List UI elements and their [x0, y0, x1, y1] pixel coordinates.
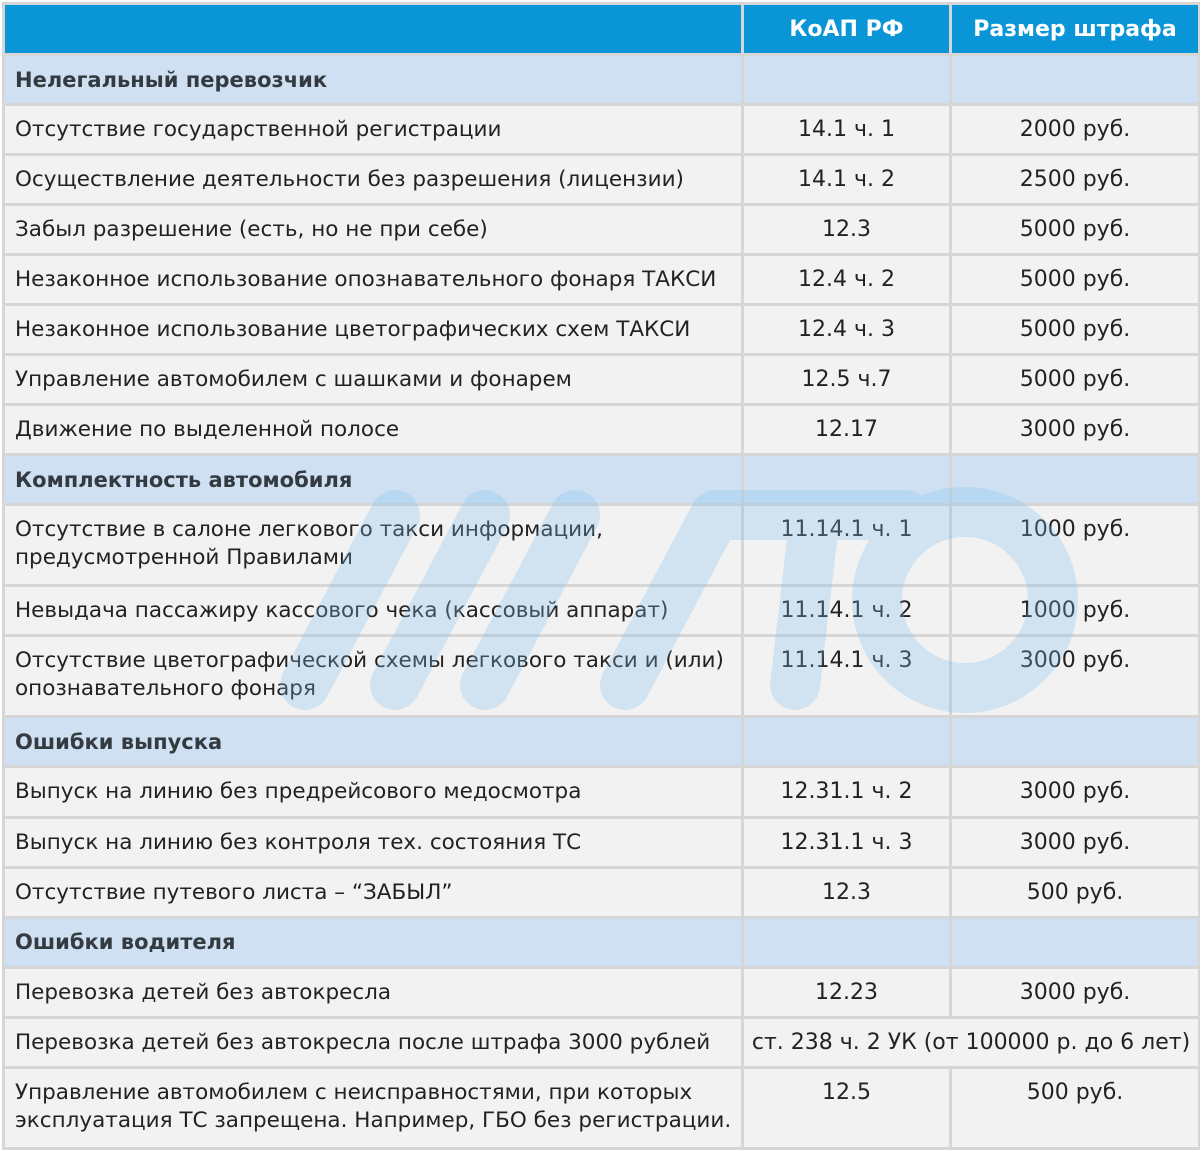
- fine-amount: 2500 руб.: [951, 155, 1200, 205]
- section-blank: [951, 917, 1200, 967]
- table-row: [4, 586, 1200, 636]
- section-blank: [743, 55, 951, 105]
- law-article: 11.14.1 ч. 1: [743, 505, 951, 586]
- law-article: 14.1 ч. 2: [743, 155, 951, 205]
- fine-amount: 1000 руб.: [951, 505, 1200, 586]
- law-article: 11.14.1 ч. 3: [743, 636, 951, 717]
- law-article: 12.4 ч. 2: [743, 255, 951, 305]
- violation-desc: Забыл разрешение (есть, но не при себе): [4, 205, 743, 255]
- table-row: [4, 355, 1200, 405]
- header-row: [4, 4, 1200, 55]
- fine-amount: 5000 руб.: [951, 355, 1200, 405]
- violation-desc: Отсутствие государственной регистрации: [4, 105, 743, 155]
- fine-amount: 5000 руб.: [951, 205, 1200, 255]
- violation-desc: Осуществление деятельности без разрешения (лицензии): [4, 155, 743, 205]
- fine-amount: 5000 руб.: [951, 255, 1200, 305]
- section-row: [4, 917, 1200, 967]
- violation-desc: Невыдача пассажиру кассового чека (кассовый аппарат): [4, 586, 743, 636]
- section-blank: [743, 455, 951, 505]
- law-article: 12.23: [743, 967, 951, 1017]
- section-row: [4, 455, 1200, 505]
- violation-desc: Управление автомобилем с неисправностями, при которых эксплуатация ТС запрещена. Например, ГБО без регистрации.: [4, 1067, 743, 1148]
- table-row: [4, 205, 1200, 255]
- section-label: Ошибки выпуска: [4, 717, 743, 767]
- violation-desc: Отсутствие путевого листа – “ЗАБЫЛ”: [4, 867, 743, 917]
- fine-amount: 3000 руб.: [951, 636, 1200, 717]
- fine-amount: 3000 руб.: [951, 967, 1200, 1017]
- fine-amount: 3000 руб.: [951, 405, 1200, 455]
- law-article: 12.31.1 ч. 3: [743, 817, 951, 867]
- header-law: КоАП РФ: [743, 4, 951, 55]
- table-row: [4, 767, 1200, 817]
- section-label: Нелегальный перевозчик: [4, 55, 743, 105]
- law-article: 11.14.1 ч. 2: [743, 586, 951, 636]
- section-row: [4, 717, 1200, 767]
- section-blank: [951, 55, 1200, 105]
- table-row: [4, 105, 1200, 155]
- fine-amount: 3000 руб.: [951, 817, 1200, 867]
- violation-desc: Выпуск на линию без контроля тех. состояния ТС: [4, 817, 743, 867]
- violation-desc: Перевозка детей без автокресла после штрафа 3000 рублей: [4, 1017, 743, 1067]
- violation-desc: Незаконное использование цветографических схем ТАКСИ: [4, 305, 743, 355]
- section-row: [4, 55, 1200, 105]
- table-row: [4, 305, 1200, 355]
- violation-desc: Отсутствие в салоне легкового такси информации, предусмотренной Правилами: [4, 505, 743, 586]
- violation-desc: Отсутствие цветографической схемы легкового такси и (или) опознавательного фонаря: [4, 636, 743, 717]
- table-row: [4, 505, 1200, 586]
- law-article: 12.3: [743, 205, 951, 255]
- violation-desc: Выпуск на линию без предрейсового медосмотра: [4, 767, 743, 817]
- table-row: [4, 405, 1200, 455]
- law-article: 12.5: [743, 1067, 951, 1148]
- section-blank: [951, 455, 1200, 505]
- law-article: ст. 238 ч. 2 УК (от 100000 р. до 6 лет): [743, 1017, 1200, 1067]
- fine-amount: 2000 руб.: [951, 105, 1200, 155]
- table-row: [4, 636, 1200, 717]
- section-blank: [743, 717, 951, 767]
- section-label: Комплектность автомобиля: [4, 455, 743, 505]
- section-blank: [951, 717, 1200, 767]
- table-row: [4, 1017, 1200, 1067]
- section-label: Ошибки водителя: [4, 917, 743, 967]
- law-article: 12.4 ч. 3: [743, 305, 951, 355]
- violation-desc: Перевозка детей без автокресла: [4, 967, 743, 1017]
- law-article: 12.31.1 ч. 2: [743, 767, 951, 817]
- fine-amount: 500 руб.: [951, 1067, 1200, 1148]
- fines-table: [2, 2, 1200, 1150]
- table-row: [4, 867, 1200, 917]
- violation-desc: Незаконное использование опознавательного фонаря ТАКСИ: [4, 255, 743, 305]
- table-row: [4, 255, 1200, 305]
- table-row: [4, 817, 1200, 867]
- table-body: [4, 55, 1200, 1149]
- violation-desc: Движение по выделенной полосе: [4, 405, 743, 455]
- law-article: 14.1 ч. 1: [743, 105, 951, 155]
- section-blank: [743, 917, 951, 967]
- law-article: 12.5 ч.7: [743, 355, 951, 405]
- fine-amount: 5000 руб.: [951, 305, 1200, 355]
- fine-amount: 3000 руб.: [951, 767, 1200, 817]
- fine-amount: 500 руб.: [951, 867, 1200, 917]
- law-article: 12.17: [743, 405, 951, 455]
- table-row: [4, 967, 1200, 1017]
- law-article: 12.3: [743, 867, 951, 917]
- header-blank: [4, 4, 743, 55]
- violation-desc: Управление автомобилем с шашками и фонарем: [4, 355, 743, 405]
- fine-amount: 1000 руб.: [951, 586, 1200, 636]
- header-fine: Размер штрафа: [951, 4, 1200, 55]
- table-row: [4, 155, 1200, 205]
- table-row: [4, 1067, 1200, 1148]
